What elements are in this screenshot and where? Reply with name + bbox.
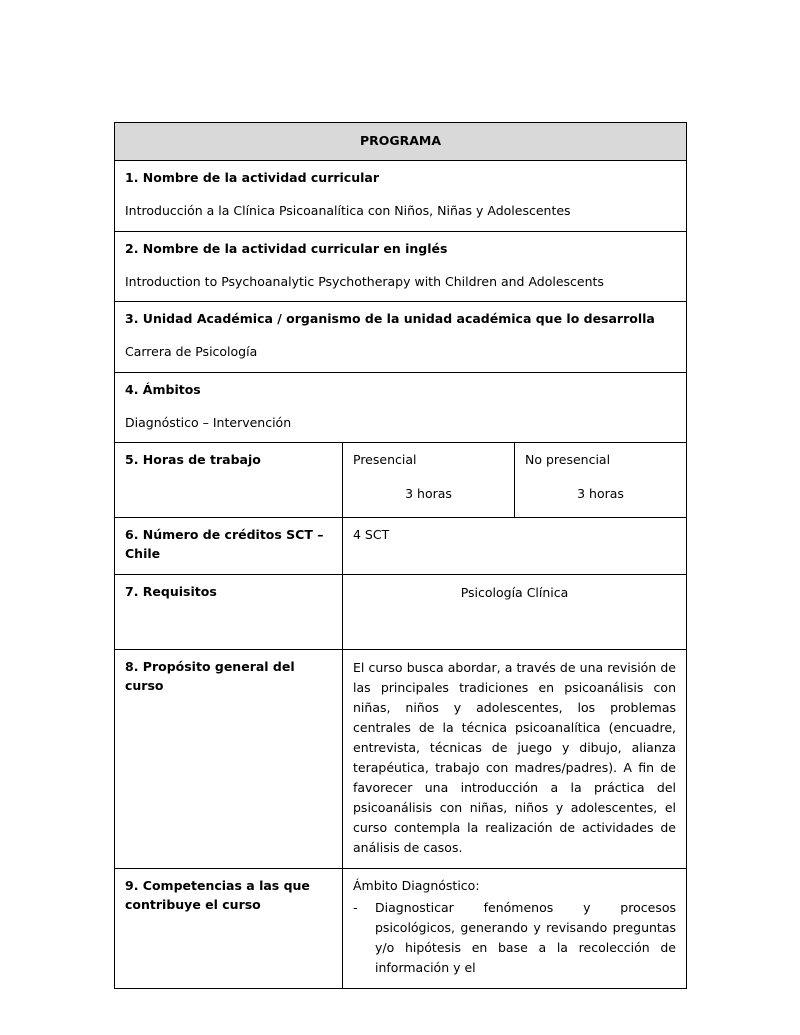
cell-value: 3 horas [577, 486, 624, 502]
row-label: 2. Nombre de la actividad curricular en inglés [125, 240, 448, 256]
program-table [114, 122, 687, 989]
cell-competencias-valor [343, 868, 687, 988]
table-row [115, 574, 687, 649]
row-value: 4 SCT [353, 527, 390, 543]
table-row [115, 372, 687, 443]
row-label: 6. Número de créditos SCT – Chile [125, 527, 324, 562]
bullet-marker: - [353, 899, 358, 915]
competencias-intro: Ámbito Diagnóstico: [353, 877, 480, 893]
row-label: 7. Requisitos [125, 583, 217, 599]
row-proposito-general [115, 649, 343, 868]
table-row-header [115, 123, 687, 161]
cell-value: 3 horas [405, 486, 452, 502]
row-label: 1. Nombre de la actividad curricular [125, 170, 379, 186]
cell-requisitos-valor [343, 574, 687, 649]
table-row [115, 231, 687, 302]
cell-creditos-valor [343, 518, 687, 575]
row-nombre-actividad [115, 161, 687, 232]
table-row [115, 161, 687, 232]
cell-label: No presencial [525, 452, 611, 468]
table-row [115, 518, 687, 575]
bullet-text: Diagnosticar fenómenos y procesos psicológicos, generando y revisando preguntas y/o hipótesis en base a la recolección de información y el [375, 899, 676, 975]
table-header-title: PROGRAMA [115, 123, 687, 161]
row-unidad-academica [115, 302, 687, 373]
row-value: Introducción a la Clínica Psicoanalítica con Niños, Niñas y Adolescentes [125, 203, 571, 219]
cell-proposito-valor [343, 649, 687, 868]
row-horas-trabajo [115, 443, 343, 518]
row-label: 5. Horas de trabajo [125, 452, 261, 468]
cell-label: Presencial [353, 452, 417, 468]
row-ambitos [115, 372, 687, 443]
row-value: Diagnóstico – Intervención [125, 414, 292, 430]
cell-no-presencial [515, 443, 687, 518]
row-value: Carrera de Psicología [125, 344, 258, 360]
row-label: 4. Ámbitos [125, 381, 201, 397]
row-competencias [115, 868, 343, 988]
row-value: Introduction to Psychoanalytic Psychotherapy with Children and Adolescents [125, 273, 604, 289]
table-row [115, 649, 687, 868]
cell-presencial [343, 443, 515, 518]
row-label: 3. Unidad Académica / organismo de la unidad académica que lo desarrolla [125, 311, 655, 327]
row-creditos-sct [115, 518, 343, 575]
row-label: 9. Competencias a las que contribuye el curso [125, 877, 310, 912]
row-requisitos [115, 574, 343, 649]
list-item [353, 898, 676, 978]
table-row [115, 443, 687, 518]
row-label: 8. Propósito general del curso [125, 658, 295, 693]
table-row [115, 302, 687, 373]
table-row [115, 868, 687, 988]
row-nombre-actividad-ingles [115, 231, 687, 302]
competencias-list [353, 898, 676, 978]
row-value: Psicología Clínica [460, 584, 569, 600]
row-value: El curso busca abordar, a través de una revisión de las principales tradiciones en psicoanálisis con niñas, niños y adolescentes, los problemas centrales de la técnica psicoanalítica (encuadre, entrevista, técnicas de juego y dibujo, alianza terapéutica, trabajo con madres/padres). A fin de favorecer una introducción a la práctica del psicoanálisis con niñas, niños y adolescentes, el curso contempla la realización de actividades de análisis de casos. [353, 659, 676, 855]
